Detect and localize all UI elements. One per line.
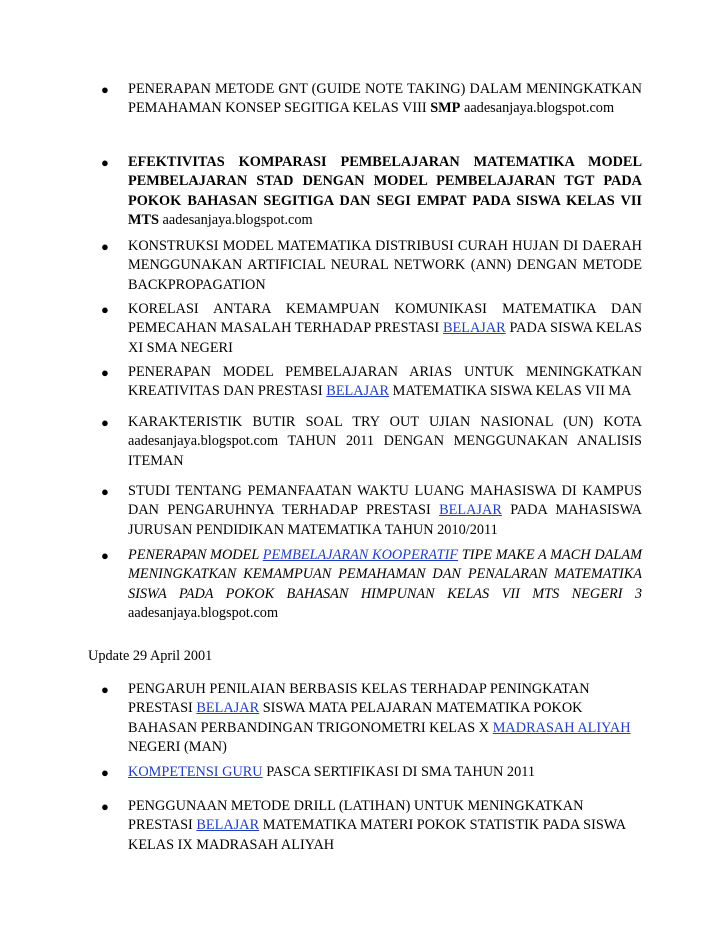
bullet-icon: ●	[101, 799, 109, 814]
list-item	[101, 153, 642, 231]
item-text: KARAKTERISTIK BUTIR SOAL TRY OUT UJIAN NASIONAL (UN) KOTA aadesanjaya.blogspot.com TAHUN 2011 DENGAN MENGGUNAKAN ANALISIS ITEMAN	[128, 414, 642, 469]
item-text: PENGGUNAAN METODE DRILL (LATIHAN) UNTUK MENINGKATKAN PRESTASI	[128, 798, 584, 834]
belajar-link[interactable]: BELAJAR	[196, 817, 260, 834]
item-source: aadesanjaya.blogspot.com	[158, 212, 313, 229]
item-text: PASCA SERTIFIKASI DI SMA TAHUN 2011	[262, 764, 535, 780]
item-source: aadesanjaya.blogspot.com	[128, 605, 279, 622]
belajar-link[interactable]: BELAJAR	[439, 502, 502, 519]
bullet-icon: ●	[101, 484, 109, 499]
item-text-mid: SISWA MATA PELAJARAN MATEMATIKA POKOK BAHASAN PERBANDINGAN TRIGONOMETRI KELAS X	[128, 700, 583, 736]
bullet-icon: ●	[101, 239, 109, 254]
item-text-end: PADA MAHASISWA JURUSAN PENDIDIKAN MATEMATIKA TAHUN 2010/2011	[128, 502, 642, 538]
list-item	[101, 237, 642, 295]
item-bold-text: SMP	[430, 100, 461, 117]
item-text-end: MATEMATIKA SISWA KELAS VII MA	[389, 383, 632, 400]
update-label: Update 29 April 2001	[88, 648, 213, 664]
item-text: PENERAPAN MODEL	[128, 547, 263, 563]
bullet-icon: ●	[101, 155, 109, 170]
list-item	[101, 363, 642, 402]
item-text-end: MATEMATIKA MATERI POKOK STATISTIK PADA SISWA KELAS IX MADRASAH ALIYAH	[128, 817, 626, 853]
item-source: aadesanjaya.blogspot.com	[460, 100, 615, 117]
item-text: PENGARUH PENILAIAN BERBASIS KELAS TERHADAP PENINGKATAN PRESTASI	[128, 681, 590, 717]
bullet-icon: ●	[101, 765, 109, 780]
item-text: STUDI TENTANG PEMANFAATAN WAKTU LUANG MAHASISWA DI KAMPUS DAN PENGARUHNYA TERHADAP PRESTASI	[128, 483, 642, 519]
bullet-icon: ●	[101, 82, 109, 97]
belajar-link[interactable]: BELAJAR	[442, 320, 506, 337]
belajar-link[interactable]: BELAJAR	[196, 700, 260, 717]
item-text: PENERAPAN MODEL PEMBELAJARAN ARIAS UNTUK MENINGKATKAN KREATIVITAS DAN PRESTASI	[128, 364, 642, 400]
item-text: EFEKTIVITAS KOMPARASI PEMBELAJARAN MATEMATIKA MODEL PEMBELAJARAN STAD DENGAN MODEL PEMBELAJARAN TGT PADA POKOK BAHASAN SEGITIGA DAN SEGI EMPAT PADA SISWA KELAS VII MTS	[128, 154, 642, 229]
pembelajaran-kooperatif-link[interactable]: PEMBELAJARAN KOOPERATIF	[262, 547, 459, 563]
item-text: KORELASI ANTARA KEMAMPUAN KOMUNIKASI MATEMATIKA DAN PEMECAHAN MASALAH TERHADAP PRESTASI	[128, 301, 642, 337]
list-item	[101, 763, 642, 782]
kompetensi-guru-link[interactable]: KOMPETENSI GURU	[128, 764, 263, 780]
item-text-end: PADA SISWA KELAS XI SMA NEGERI	[128, 320, 642, 356]
bullet-icon: ●	[101, 365, 109, 380]
item-text-end: NEGERI (MAN)	[128, 739, 227, 756]
list-item	[101, 680, 642, 758]
item-text: PENERAPAN METODE GNT (GUIDE NOTE TAKING) DALAM MENINGKATKAN PEMAHAMAN KONSEP SEGITIGA KELAS VIII	[128, 81, 642, 117]
bullet-icon: ●	[101, 682, 109, 697]
belajar-link[interactable]: BELAJAR	[326, 383, 390, 400]
bullet-icon: ●	[101, 302, 109, 317]
list-item	[101, 413, 642, 471]
list-item	[101, 546, 642, 624]
list-item	[101, 482, 642, 540]
item-text: KONSTRUKSI MODEL MATEMATIKA DISTRIBUSI CURAH HUJAN DI DAERAH MENGGUNAKAN ARTIFICIAL NEURAL NETWORK (ANN) DENGAN METODE BACKPROPAGATION	[128, 238, 642, 293]
madrasah-aliyah-link[interactable]: MADRASAH ALIYAH	[492, 719, 631, 736]
bullet-icon: ●	[101, 548, 109, 563]
item-text-end: TIPE MAKE A MACH DALAM MENINGKATKAN KEMAMPUAN PEMAHAMAN DAN PENALARAN MATEMATIKA SISWA PADA POKOK BAHASAN HIMPUNAN KELAS VII MTS NEGERI 3	[128, 547, 642, 602]
bullet-icon: ●	[101, 415, 109, 430]
list-item	[101, 797, 642, 855]
list-item	[101, 300, 642, 358]
list-item	[101, 80, 642, 119]
